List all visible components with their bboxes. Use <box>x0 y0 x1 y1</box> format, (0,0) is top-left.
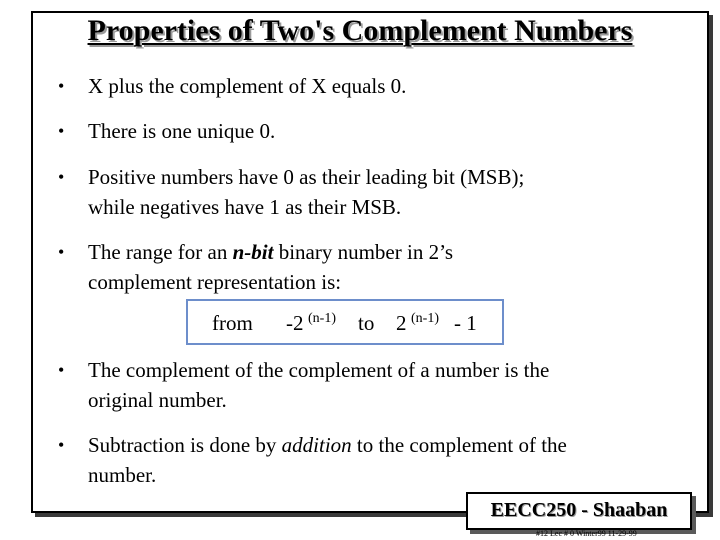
bullet-2 <box>58 116 678 146</box>
bullet-text: while negatives have 1 as their MSB. <box>88 195 402 219</box>
formula-from: from <box>212 311 253 335</box>
bullet-text <box>88 430 678 460</box>
bullet-6 <box>58 430 678 490</box>
slide-title: Properties of Two's Complement Numbers <box>87 14 633 47</box>
bullet-text-post: to the complement of the <box>351 433 567 457</box>
bullet-dot: • <box>58 76 65 96</box>
bullet-text <box>88 237 678 267</box>
formula-tail: - 1 <box>454 311 477 335</box>
bullet-dot: • <box>58 167 65 187</box>
bullet-text-emphasis: n-bit <box>232 240 274 264</box>
bullet-4 <box>58 237 678 297</box>
bullet-text-emphasis: addition <box>281 433 352 457</box>
formula-to: to <box>358 311 375 335</box>
bullet-dot: • <box>58 435 65 455</box>
formula-exp1: (n-1) <box>308 311 336 326</box>
bullet-text: There is one unique 0. <box>88 119 276 143</box>
formula-neg-base: -2 <box>286 311 304 335</box>
bullet-text: The complement of the complement of a number is the <box>88 358 550 382</box>
bullet-text: complement representation is: <box>88 270 342 294</box>
bullet-text: original number. <box>88 388 227 412</box>
course-footer: EECC250 - Shaaban <box>466 492 692 530</box>
bullet-5 <box>58 355 678 415</box>
range-formula-box <box>186 299 504 345</box>
bullet-text: X plus the complement of X equals 0. <box>88 74 407 98</box>
bullet-text-post: binary number in 2’s <box>273 240 454 264</box>
lecture-meta: #12 Lec # 0 Winter99 11-29-99 <box>536 529 637 538</box>
formula-exp2: (n-1) <box>411 311 439 326</box>
bullet-dot: • <box>58 242 65 262</box>
bullet-1 <box>58 71 678 101</box>
bullet-dot: • <box>58 360 65 380</box>
bullet-text-pre: The range for an <box>88 240 233 264</box>
bullet-dot: • <box>58 121 65 141</box>
bullet-text-pre: Subtraction is done by <box>88 433 282 457</box>
formula-pos-base: 2 <box>396 311 407 335</box>
bullet-3 <box>58 162 678 222</box>
bullet-text: Positive numbers have 0 as their leading bit (MSB); <box>88 165 525 189</box>
bullet-text: number. <box>88 463 157 487</box>
